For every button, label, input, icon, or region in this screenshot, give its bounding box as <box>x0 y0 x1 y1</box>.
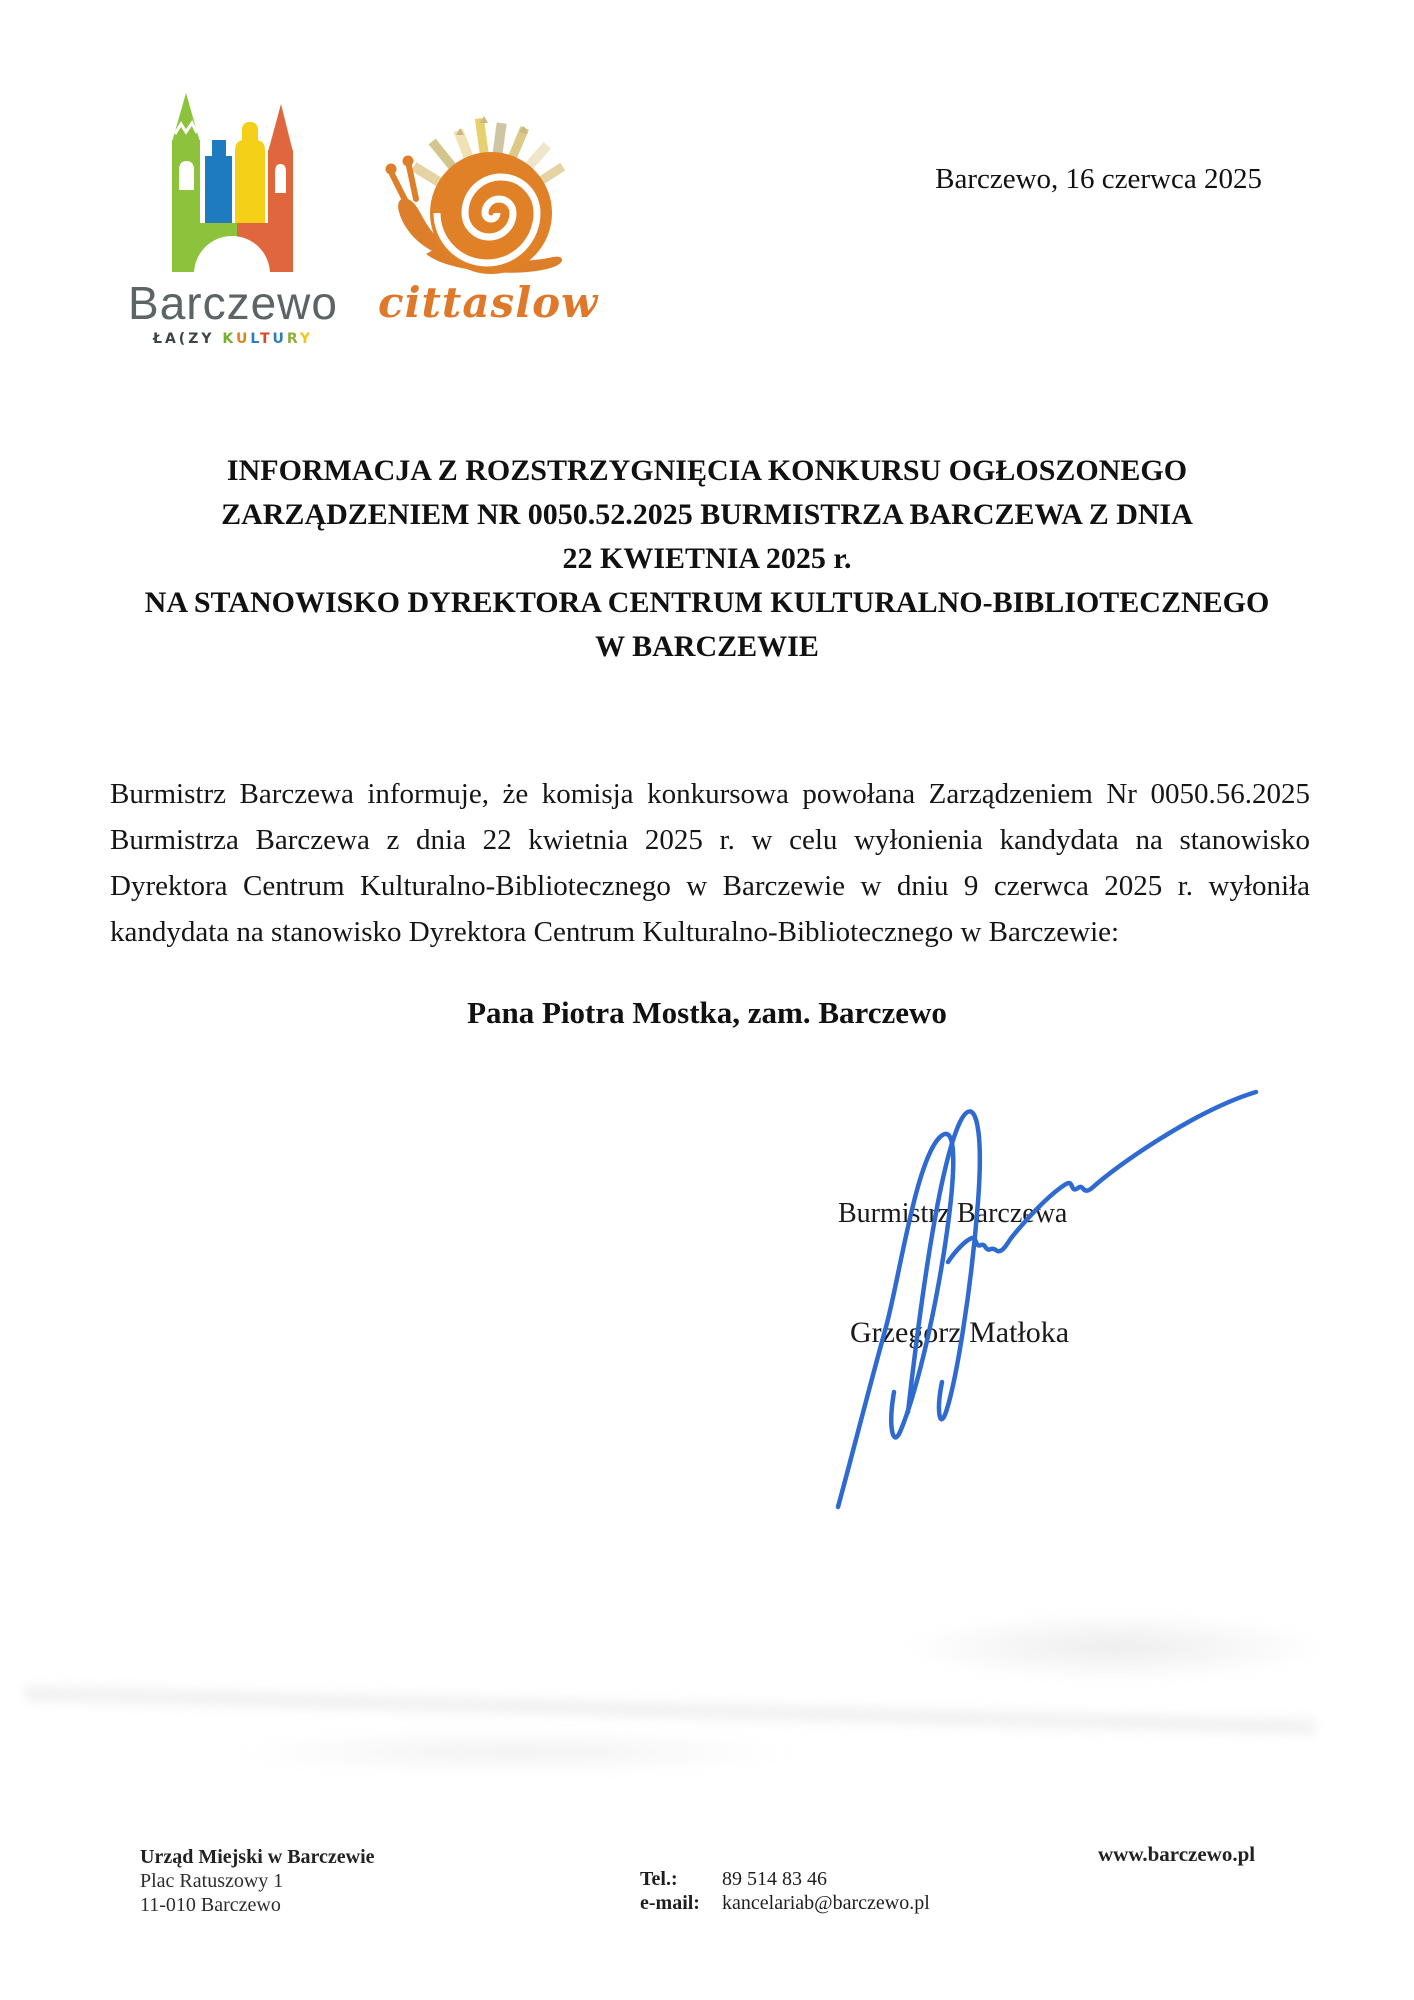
footer-contact <box>640 1867 930 1915</box>
footer-email-label: e-mail: <box>640 1892 700 1914</box>
document-title <box>80 449 1334 669</box>
footer-email-value: kancelariab@barczewo.pl <box>722 1892 930 1914</box>
document-date: Barczewo, 16 czerwca 2025 <box>935 163 1262 195</box>
barczewo-castle-logo <box>165 90 300 275</box>
barczewo-logo-tagline: ŁA(ZY KULTURY <box>152 331 314 347</box>
footer-email-row <box>640 1891 930 1915</box>
footer-website: www.barczewo.pl <box>1098 1842 1256 1866</box>
title-line-2: ZARZĄDZENIEM NR 0050.52.2025 BURMISTRZA BARCZEWA Z DNIA <box>221 498 1193 531</box>
footer-office-city: 11-010 Barczewo <box>140 1894 281 1916</box>
footer-phone-row <box>640 1867 930 1891</box>
footer-office-street: Plac Ratuszowy 1 <box>140 1870 284 1892</box>
barczewo-logo-text: Barczewo <box>128 277 338 329</box>
footer-office-address <box>140 1845 375 1917</box>
signature-name: Grzegorz Matłoka <box>850 1316 1070 1349</box>
scan-smudge <box>900 1612 1330 1682</box>
scan-smudge <box>225 1728 805 1776</box>
body-paragraph: Burmistrz Barczewa informuje, że komisja konkursowa powołana Zarządzeniem Nr 0050.56.2025 Burmistrza Barczewa z dnia 22 kwietnia 2025 r. w celu wyłonienia kandydata na stanowisko Dyrektora Centrum Kulturalno-Bibliotecznego w Barczewie w dniu 9 czerwca 2025 r. wyłoniła kandydata na stanowisko Dyrektora Centrum Kulturalno-Bibliotecznego w Barczewie: <box>110 778 1310 948</box>
candidate-name-line: Pana Piotra Mostka, zam. Barczewo <box>467 995 947 1030</box>
title-line-3: 22 KWIETNIA 2025 r. <box>562 542 852 575</box>
title-line-4: NA STANOWISKO DYREKTORA CENTRUM KULTURALNO-BIBLIOTECZNEGO <box>144 586 1270 619</box>
footer-office-name: Urząd Miejski w Barczewie <box>140 1846 375 1868</box>
footer-phone-value: 89 514 83 46 <box>722 1868 827 1890</box>
scan-smudge <box>25 1683 1315 1741</box>
footer-phone-label: Tel.: <box>640 1868 678 1890</box>
signature-role: Burmistrz Barczewa <box>838 1198 1068 1229</box>
handwritten-signature-icon <box>808 1082 1278 1512</box>
title-line-1: INFORMACJA Z ROZSTRZYGNIĘCIA KONKURSU OGŁOSZONEGO <box>226 454 1188 487</box>
title-line-5: W BARCZEWIE <box>595 630 819 663</box>
cittaslow-snail-logo <box>356 116 568 284</box>
cittaslow-logo-text: cittaslow <box>378 278 599 327</box>
